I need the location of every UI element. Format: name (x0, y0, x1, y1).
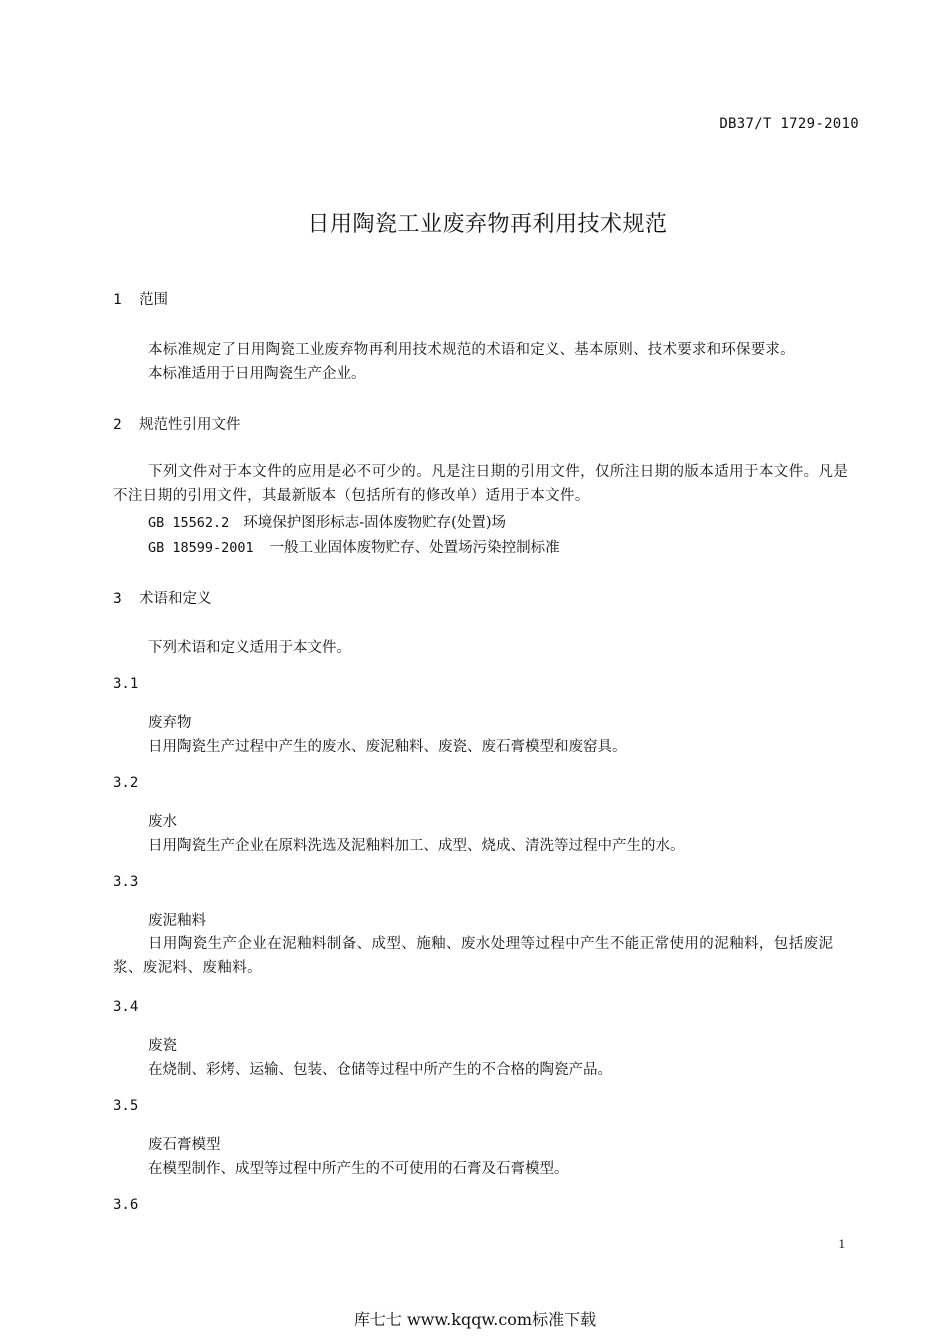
scope-paragraph-2: 本标准适用于日用陶瓷生产企业。 (148, 366, 366, 382)
normative-references-intro: 下列文件对于本文件的应用是必不可少的。凡是注日期的引用文件，仅所注日期的版本适用于本文件。凡是不注日期的引用文件，其最新版本（包括所有的修改单）适用于本文件。 (113, 464, 849, 504)
scope-paragraph-1: 本标准规定了日用陶瓷工业废弃物再利用技术规范的术语和定义、基本原则、技术要求和环保要求。 (148, 342, 795, 358)
term-definition: 日用陶瓷生产企业在泥釉料制备、成型、施釉、废水处理等过程中产生不能正常使用的泥釉料，包括废泥浆、废泥料、废釉料。 (113, 936, 834, 976)
clause-number: 3.5 (113, 1098, 139, 1114)
clause-number: 3.3 (113, 874, 139, 890)
standard-number: DB37/T 1729-2010 (719, 116, 859, 132)
clause-number: 3.2 (113, 775, 139, 791)
term-definition: 在烧制、彩烤、运输、包装、仓储等过程中所产生的不合格的陶瓷产品。 (148, 1062, 612, 1078)
section-number: 2 (113, 417, 122, 433)
section-number: 1 (113, 292, 122, 308)
term-name: 废水 (148, 814, 177, 830)
term-definition: 日用陶瓷生产过程中产生的废水、废泥釉料、废瓷、废石膏模型和废窑具。 (148, 739, 627, 755)
reference-code: GB 15562.2 (148, 515, 230, 531)
clause-number: 3.4 (113, 999, 139, 1015)
reference-title: 环境保护图形标志-固体废物贮存(处置)场 (243, 515, 506, 531)
section-heading-scope (113, 288, 168, 309)
term-name: 废瓷 (148, 1038, 177, 1054)
section-title: 规范性引用文件 (139, 417, 241, 433)
section-heading-normative-references (113, 413, 241, 434)
page-number: 1 (838, 1236, 845, 1251)
term-name: 废石膏模型 (148, 1137, 221, 1153)
term-name: 废弃物 (148, 715, 192, 731)
terms-intro: 下列术语和定义适用于本文件。 (148, 640, 351, 656)
clause-number: 3.1 (113, 676, 139, 692)
clause-number: 3.6 (113, 1197, 139, 1213)
term-definition: 在模型制作、成型等过程中所产生的不可使用的石膏及石膏模型。 (148, 1161, 569, 1177)
section-title: 术语和定义 (139, 591, 212, 607)
reference-item (148, 511, 506, 532)
reference-item (148, 536, 560, 557)
term-definition: 日用陶瓷生产企业在原料洗选及泥釉料加工、成型、烧成、清洗等过程中产生的水。 (148, 838, 685, 854)
section-number: 3 (113, 591, 122, 607)
term-name: 废泥釉料 (148, 913, 206, 929)
reference-code: GB 18599-2001 (148, 540, 254, 556)
reference-title: 一般工业固体废物贮存、处置场污染控制标准 (269, 540, 560, 556)
document-title: 日用陶瓷工业废弃物再利用技术规范 (307, 212, 668, 237)
section-heading-terms (113, 587, 212, 608)
section-title: 范围 (139, 292, 168, 308)
footer-watermark: 库七七 www.kqqw.com标准下载 (353, 1310, 597, 1329)
